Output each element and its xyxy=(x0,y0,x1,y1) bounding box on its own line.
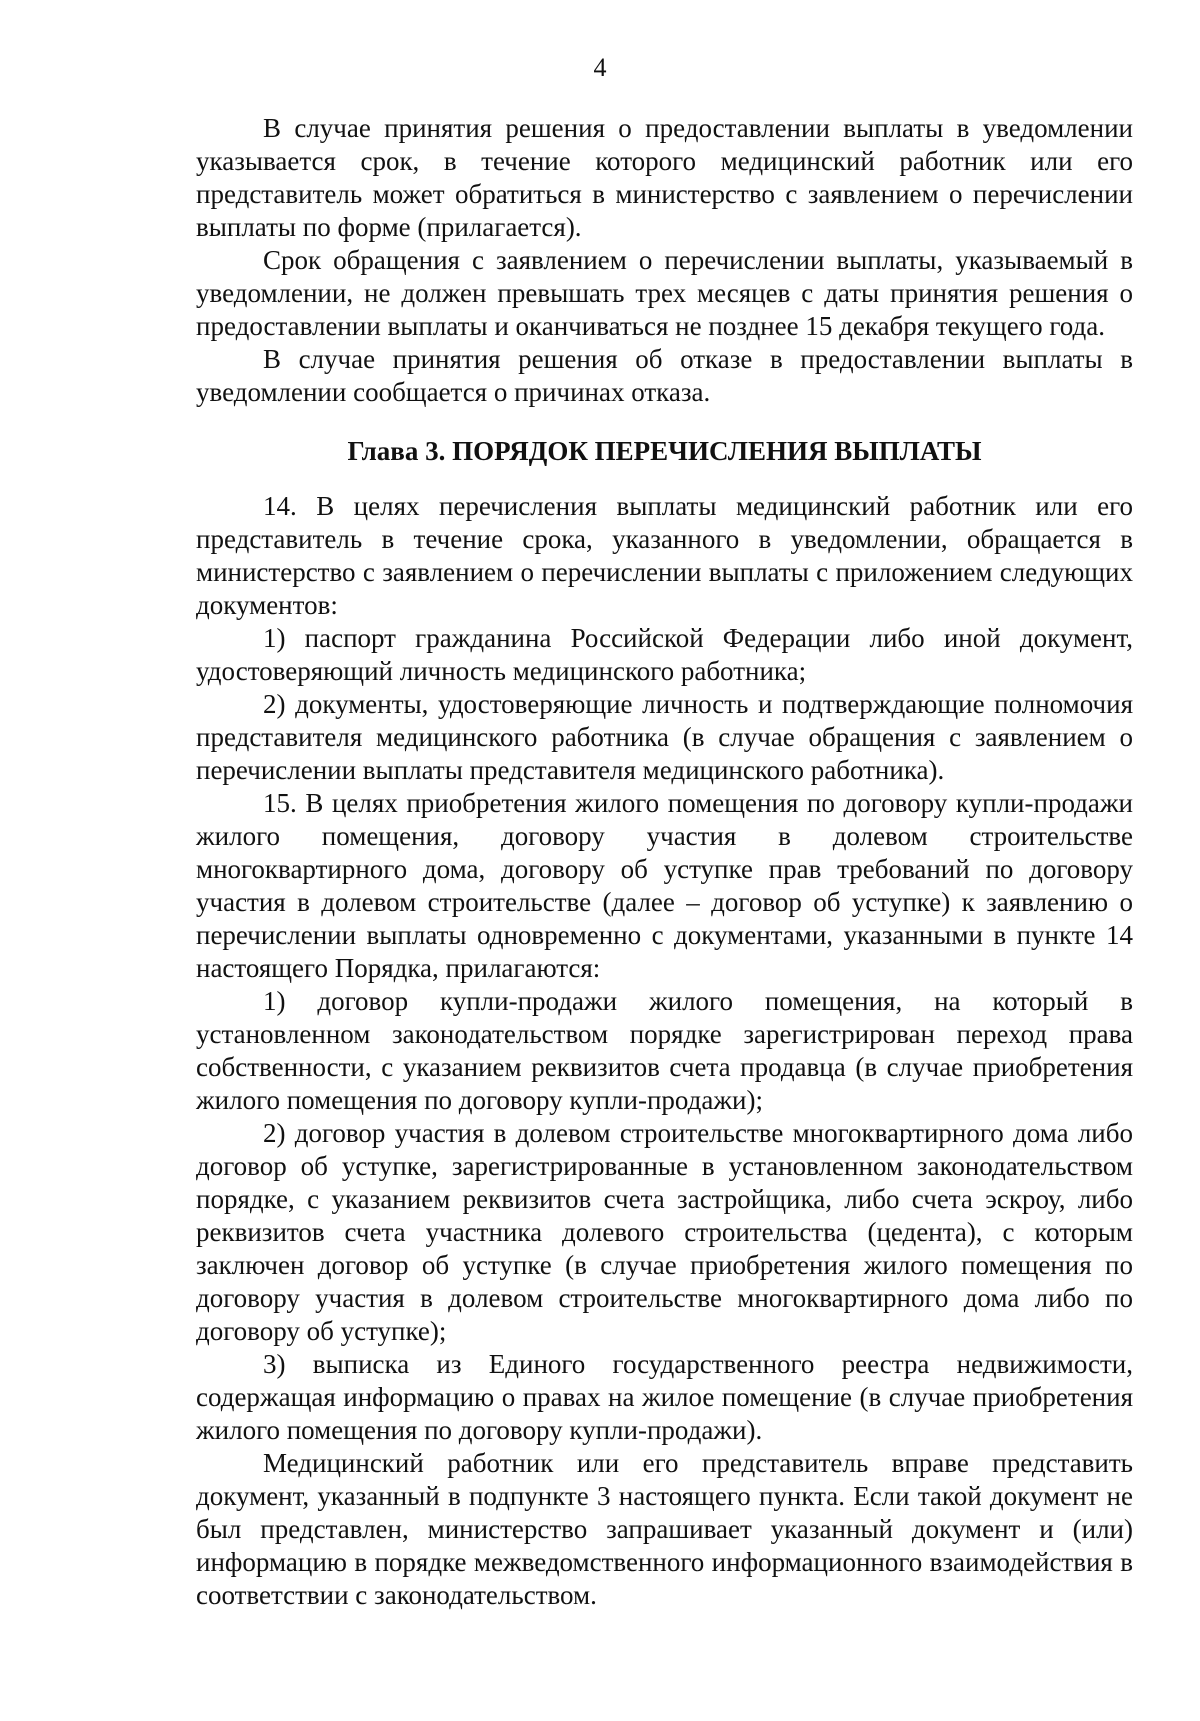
paragraph-item-15-sub-1: 1) договор купли-продажи жилого помещения, на который в установленном законодательством порядке зарегистрирован переход права собственности, с указанием реквизитов счета продавца (в случае приобретения жилого помещения по договору купли-продажи); xyxy=(196,986,1133,1115)
paragraph-interagency-request: Медицинский работник или его представитель вправе представить документ, указанный в подпункте 3 настоящего пункта. Если такой документ не был представлен, министерство запрашивает указанный документ и (или) информацию в порядке межведомственного информационного взаимодействия в соответствии с законодательством. xyxy=(196,1448,1133,1610)
paragraph-item-15-sub-3: 3) выписка из Единого государственного реестра недвижимости, содержащая информацию о правах на жилое помещение (в случае приобретения жилого помещения по договору купли-продажи). xyxy=(196,1349,1133,1445)
chapter-heading: Глава 3. ПОРЯДОК ПЕРЕЧИСЛЕНИЯ ВЫПЛАТЫ xyxy=(347,436,982,466)
paragraph-item-14: 14. В целях перечисления выплаты медицинский работник или его представитель в течение срока, указанного в уведомлении, обращается в министерство с заявлением о перечислении выплаты с приложением следующих документов: xyxy=(196,491,1133,620)
document-body xyxy=(196,112,1133,1612)
paragraph-item-15-sub-2: 2) договор участия в долевом строительстве многоквартирного дома либо договор об уступке, зарегистрированные в установленном законодательством порядке, с указанием реквизитов счета застройщика, либо счета эскроу, либо реквизитов счета участника долевого строительства (цедента), с которым заключен договор об уступке (в случае приобретения жилого помещения по договору участия в долевом строительстве многоквартирного дома либо по договору об уступке); xyxy=(196,1118,1133,1346)
paragraph-notification-deadline: В случае принятия решения о предоставлении выплаты в уведомлении указывается срок, в течение которого медицинский работник или его представитель может обратиться в министерство с заявлением о перечислении выплаты по форме (прилагается). xyxy=(196,113,1133,242)
paragraph-item-14-sub-1: 1) паспорт гражданина Российской Федерации либо иной документ, удостоверяющий личность медицинского работника; xyxy=(196,623,1133,686)
paragraph-item-15: 15. В целях приобретения жилого помещения по договору купли-продажи жилого помещения, договору участия в долевом строительстве многоквартирного дома, договору об уступке прав требований по договору участия в долевом строительстве (далее – договор об уступке) к заявлению о перечислении выплаты одновременно с документами, указанными в пункте 14 настоящего Порядка, прилагаются: xyxy=(196,788,1133,983)
paragraph-application-term: Срок обращения с заявлением о перечислении выплаты, указываемый в уведомлении, не должен превышать трех месяцев с даты принятия решения о предоставлении выплаты и оканчиваться не позднее 15 декабря текущего года. xyxy=(196,245,1133,341)
paragraph-item-14-sub-2: 2) документы, удостоверяющие личность и подтверждающие полномочия представителя медицинского работника (в случае обращения с заявлением о перечислении выплаты представителя медицинского работника). xyxy=(196,689,1133,785)
page-number: 4 xyxy=(593,53,607,82)
paragraph-refusal: В случае принятия решения об отказе в предоставлении выплаты в уведомлении сообщается о причинах отказа. xyxy=(196,344,1133,407)
